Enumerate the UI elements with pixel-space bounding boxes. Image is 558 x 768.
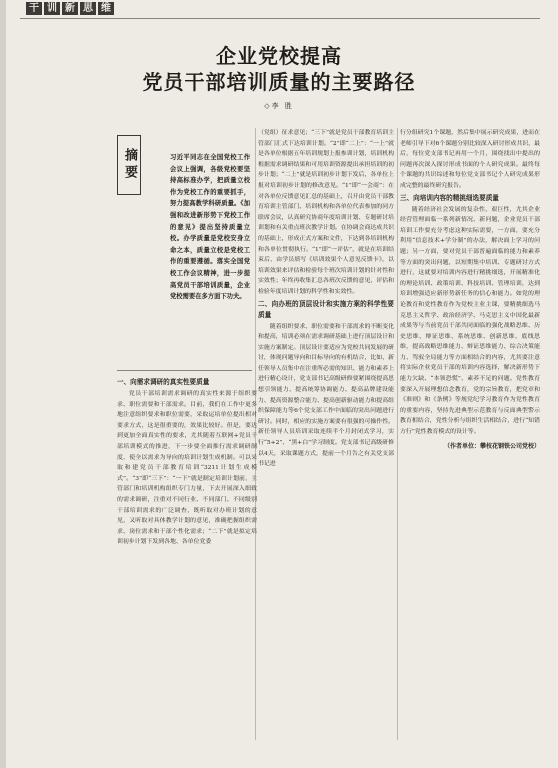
header-char: 训 (44, 2, 60, 15)
section-header-blocks (26, 2, 114, 15)
abstract-label: 摘要 (117, 135, 141, 195)
article-author: ◇李 胜 (264, 102, 294, 110)
body-paragraph: 随着经济社会发展的复杂性、艰巨性，尤其企业经营管理面临一系列新情况、新问题，企业党员干部培训工作要充分考虑这种实际需要，一方面，要充分利用“信息技术+学分制”的办法，解决面上学习的问题；另一方面，要对党员干部普遍面临的能力和素养等方面的突出问题，以短期集中培训、专题研讨方式进行，这就要对培训内容进行精挑细选，开展精准化的理论培训、政策培训、科技培训、管理培训，达到培训增强适应新形势新任务的信心和能力。如党的理论教育和党性教育作为党校主业主课，要精挑细选马克思主义哲学、政治经济学、马克思主义中国化最新成果等与当前党员干部共同面临的强化战略思维、历史思维、辩证思维、系统思维、创新思维、底线思维，提高战略思维能力、辩证思维能力、综合决策能力、驾驭全局能力等方面相结合的内容，尤其要注意将实际企业党员干部的培训内容选择，解决新形势下能力欠缺、“本领恐慌”、素养不足的问题。党性教育要深入开展理想信念教育，党的宗旨教育，把党章和《准则》和《条例》等规党纪学习教育作为党性教育的重要内容，坚持先进典型示范教育与反面典型警示教育相结合，党性分析与组织生活相结合，进行“知错方行”党性教育模式的设计等。 (400, 206, 540, 436)
section-header-bar (20, 0, 540, 19)
article-title-line2: 党员干部培训质量的主要路径 (142, 70, 416, 94)
section-heading: 一、向需求调研的真实性要质量 (117, 378, 210, 386)
body-paragraph: 随着组织要求、职位需要和干部需求的不断变化和提高，培训必须在需求调研基础上进行顶层设计和实施方案制定。顶层设计要适应为党校共同发展的研讨，体现问题导向和目标导向的有机结合，比如，新任领导人员集中在注重所必需的知识、能力和素养上进行精心设计，党支部书记高级研修要紧围绕提高思想引领能力、提高统筹协调能力、提高品牌建设能力、提高资源整合能力、提高创新驱动能力和提高组织保障能力等6个党支部工作中面临的突出问题进行研讨。同时，相应的实施方案要有很强的可操作性。新任领导人员培训采取连续半个月封闭式学习，实行“5+2”、“黑+白”学习制度。党支部书记高级研修以4天，采取课题方式，提前一个月告之有关党支部书记进 (258, 323, 394, 468)
column-divider (397, 128, 398, 740)
header-char: 新 (62, 2, 78, 15)
section-heading: 三、向培训内容的精挑细选要质量 (400, 193, 499, 202)
author-affiliation: （作者单位：攀枝花钢铁公司党校） (443, 442, 540, 450)
column-2 (258, 128, 394, 470)
abstract-text: 习近平同志在全国党校工作会议上强调，各级党校要坚持高标准办学，把质量立校作为党校工作的重要抓手，努力提高教学科研质量。《加强和改进新形势下党校工作的意见》提出坚持质量立校。办学质量是党校安身立命之本，质量立校是党校工作的重要遵循。落实全国党校工作会议精神，进一步提高党员干部培训质量，企业党校需要在多方面下功夫。 (170, 154, 250, 301)
column-1 (117, 376, 257, 548)
header-char: 干 (26, 2, 42, 15)
article-title-line1: 企业党校提高 (216, 44, 342, 68)
body-paragraph: 行分组研究1个课题，然后集中展示研究成果，进而在老师引导下对6个课题分别比较深入研讨形成共识，最后，每位党支部书记再用一个月，围绕找出中提出的问题再次深入探讨形成书面的个人研究成果。最终每个课题的共识综述和每位党支部书记个人研究成果形成完整的最终研究报告。 (400, 130, 540, 189)
column-3 (400, 128, 540, 452)
header-char: 维 (98, 2, 114, 15)
abstract-divider (117, 370, 252, 371)
body-paragraph: 党员干部培训需求调研的真实性来源于组织要求、职位需要和干部需求。目前，我们在工作中更多地注意组织要求和职位需要，采取运培单位提出相对要求方式，这是很重要的，效果比较好。但是，要达到更加全面真实性的要求，尤其随着互联网+党员干部培训模式的推进，下一步要全面推行需求调研制度，使全以需求为导向的培训计划生成机制。可以采取和建党员干部教育培训“3211计划生成模式”。“3”即“三下”：“一下”就是制定培训计划前，主管部门和培训机构组织专门力量，下去开展深入细致的需求调研，注重对不同行业、不同部门、不同级别干部培训需求的广泛调查，既听取对办班计划的意见，又听取对具体教学计划的意见，准确把握组织需求、岗位需求和干部个性化需求；“二下”就是拟定培训初步计划下发到各地、各单位党委 (117, 391, 257, 546)
section-heading: 二、向办班的顶层设计和实施方案的科学性要质量 (258, 299, 394, 319)
page-edge-shadow (0, 0, 6, 768)
header-char: 思 (80, 2, 96, 15)
body-paragraph: （党组）征求意见；“三下”就是党员干部教育培训主管部门汇式下达培训计划。“2”即“二上”：“一上”就是各单位根据五年培训规划上报参训计划，培训机构根据需求调研结果和可用培训资源提出承担培训的初步计划；“二上”就是培训初步计划下发后，各单位上报对培训初步计划的修改意见。“1”即“一会商”：在对各单位反馈意见汇总的基础上，召开由党员干部教育培训主管部门、培训机构和各单位代表参加的同方联席会议，认真研究协商年度培训计划、专题研讨培训划和有关重点班次教学计划。在协调会商达成共识的基础上，形成正式方案和文件，下达到各培训机构和各单位贯彻执行。“1”即“一评估”，就是在培训结束后，由学员填写《培训效果个人意见反馈卡》，以培训效果来评估和检验每个班次培训计划的针对性和实效性；年终再收集汇总各班次反馈的意见，评估和检验年度培训计划的科学性和实效性。 (258, 130, 394, 295)
